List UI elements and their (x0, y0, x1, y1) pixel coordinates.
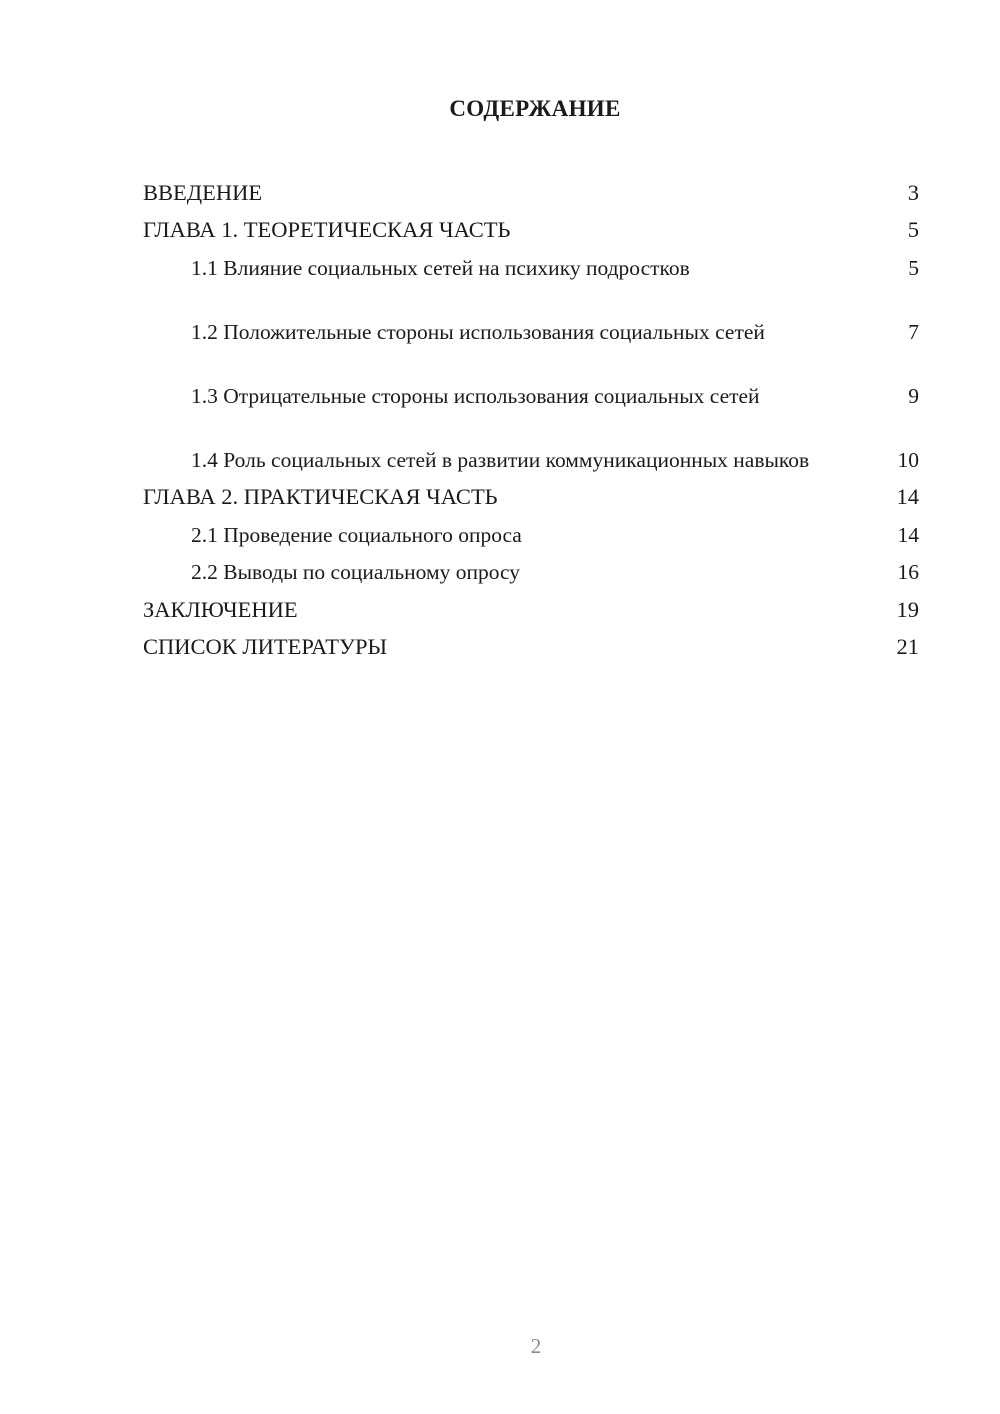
toc-entry-text: 1.3 Отрицательные стороны использования социальных сетей (191, 383, 760, 408)
toc-entry-page: 3 (907, 179, 919, 205)
toc-entry-page: 10 (897, 447, 919, 472)
toc-entry-conclusion[interactable] (143, 587, 919, 625)
toc-entry-section-2-2[interactable] (143, 550, 919, 588)
toc-entry-page: 9 (908, 383, 919, 408)
page-number: 2 (530, 1334, 542, 1358)
toc-entry-page: 19 (896, 596, 919, 622)
toc-entry-introduction[interactable] (143, 170, 919, 208)
toc-entry-text: ВВЕДЕНИЕ (143, 179, 263, 205)
toc-entry-page: 5 (908, 255, 919, 280)
toc-entry-chapter-1[interactable] (143, 208, 919, 246)
toc-entry-text: ГЛАВА 1. ТЕОРЕТИЧЕСКАЯ ЧАСТЬ (143, 217, 511, 242)
toc-entry-section-1-3[interactable] (143, 347, 919, 411)
toc-entry-text: 2.2 Выводы по социальному опросу (191, 560, 521, 584)
toc-entry-page: 14 (897, 522, 919, 547)
toc-entry-page: 7 (908, 319, 919, 344)
toc-entry-text: 1.4 Роль социальных сетей в развитии коммуникационных навыков (191, 447, 810, 472)
toc-entry-text: СПИСОК ЛИТЕРАТУРЫ (143, 634, 388, 659)
toc-entry-page: 5 (907, 217, 919, 242)
toc-entry-page: 21 (896, 634, 919, 659)
toc-entry-chapter-2[interactable] (143, 475, 919, 513)
toc-entry-section-1-2[interactable] (143, 283, 919, 347)
toc-entry-text: 1.1 Влияние социальных сетей на психику подростков (191, 255, 690, 280)
toc-entry-page: 14 (896, 484, 919, 509)
toc-entry-section-2-1[interactable] (143, 512, 919, 550)
table-of-contents (143, 170, 919, 662)
toc-entry-text: 2.1 Проведение социального опроса (191, 522, 522, 547)
toc-entry-text: ГЛАВА 2. ПРАКТИЧЕСКАЯ ЧАСТЬ (143, 484, 498, 509)
toc-entry-page: 16 (897, 560, 919, 584)
toc-entry-text: ЗАКЛЮЧЕНИЕ (143, 596, 298, 622)
toc-entry-text: 1.2 Положительные стороны использования социальных сетей (191, 319, 765, 344)
toc-entry-bibliography[interactable] (143, 625, 919, 663)
toc-entry-section-1-1[interactable] (143, 245, 919, 283)
toc-entry-section-1-4[interactable] (143, 411, 919, 475)
toc-title: СОДЕРЖАНИЕ (449, 96, 621, 121)
